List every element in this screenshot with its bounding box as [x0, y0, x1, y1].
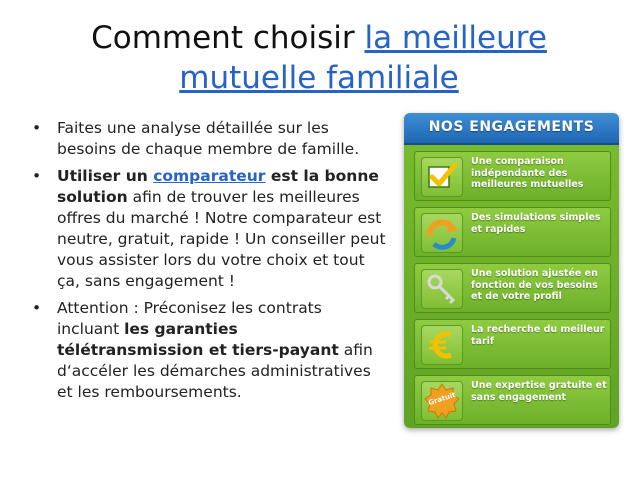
bullet-bold: les garanties télétransmission et tiers-payant [57, 320, 339, 359]
engagement-text: Une solution ajustée en fonction de vos besoins et de votre profil [471, 268, 598, 302]
bullet-item [28, 298, 388, 403]
panel-title: NOS ENGAGEMENTS [428, 119, 595, 135]
bullet-text: Faites une analyse détaillée sur les besoins de chaque membre de famille. [57, 119, 360, 158]
bullet-text: afin de trouver les meilleures offres du marché ! Notre comparateur est neutre, gratuit, rapide ! Un conseiller peut vous assister lors du votre choix et tout ça, sans engagement ! [57, 188, 386, 290]
engagements-panel [404, 113, 619, 428]
gratuit-badge-label: Gratuit [427, 390, 457, 408]
bullet-text: Attention : Préconisez les contrats incluant [57, 299, 322, 338]
engagement-text: Une comparaison indépendante des meilleures mutuelles [471, 156, 584, 190]
engagement-item [414, 263, 611, 313]
bullet-bold: Utiliser un [57, 167, 154, 185]
bullet-item [28, 118, 388, 160]
comparateur-link[interactable]: comparateur [153, 167, 266, 185]
bullet-list [28, 118, 388, 409]
gratuit-badge-icon [421, 381, 463, 421]
engagement-item [414, 375, 611, 425]
circular-arrow-icon [421, 213, 463, 253]
engagement-item [414, 151, 611, 201]
slide-title [20, 18, 618, 98]
engagement-item [414, 207, 611, 257]
engagement-text: Des simulations simples et rapides [471, 212, 601, 235]
engagements-list [414, 151, 611, 428]
euro-icon [421, 325, 463, 365]
engagement-text: Une expertise gratuite et sans engagement [471, 380, 607, 403]
engagement-item [414, 319, 611, 369]
checkmark-icon [421, 157, 463, 197]
bullet-text: afin d‘accéler les démarches administratives et les remboursements. [57, 341, 373, 401]
title-link[interactable]: la meilleure mutuelle familiale [179, 20, 547, 96]
keys-icon [421, 269, 463, 309]
engagement-text: La recherche du meilleur tarif [471, 324, 605, 347]
bullet-bold: est la bonne solution [57, 167, 379, 206]
bullet-item [28, 166, 388, 292]
panel-header [404, 113, 619, 145]
title-prefix: Comment choisir [91, 20, 365, 56]
